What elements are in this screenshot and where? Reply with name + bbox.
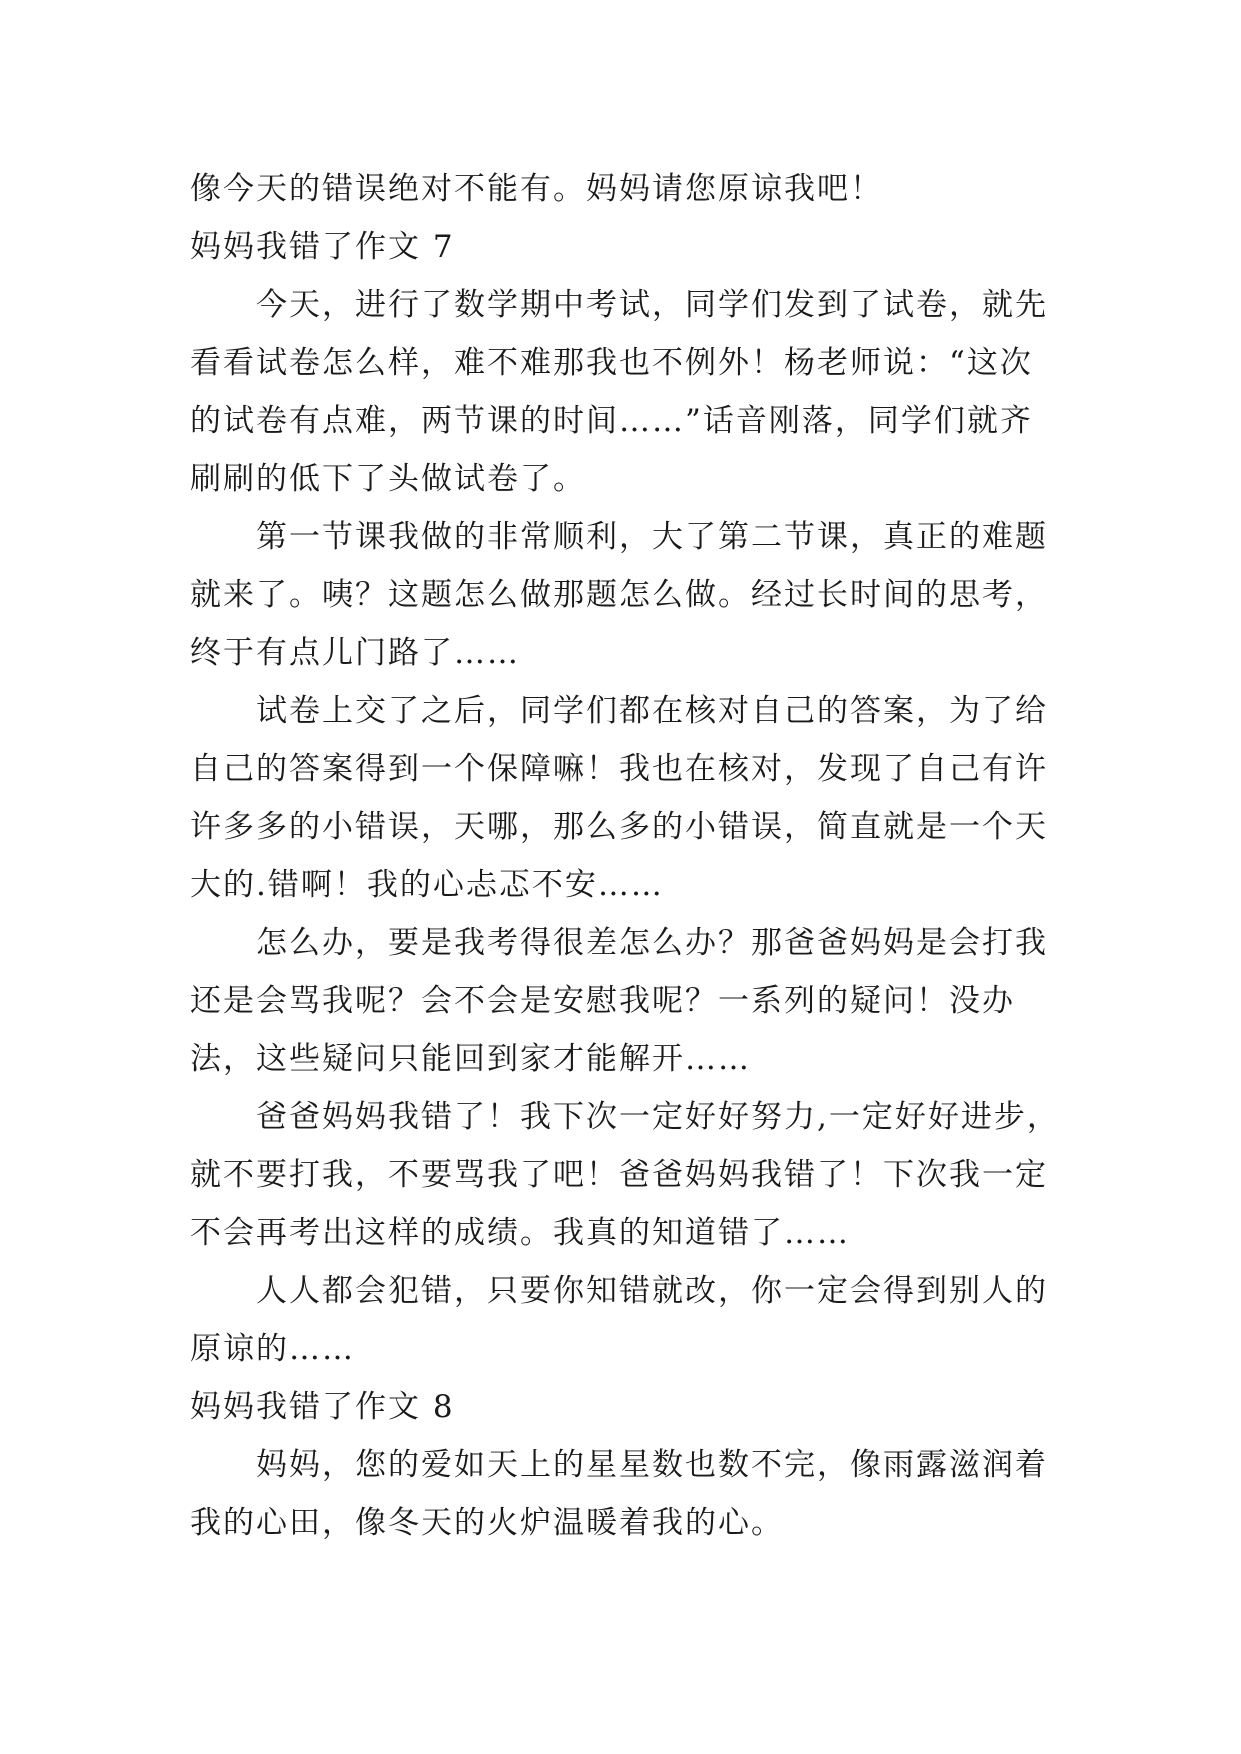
text-line: 大的.错啊！我的心忐忑不安…… [190, 867, 664, 903]
text-line: 法，这些疑问只能回到家才能解开…… [190, 1041, 751, 1077]
text-line: 像今天的错误绝对不能有。妈妈请您原谅我吧！ [190, 171, 883, 207]
section-heading-essay-7: 妈妈我错了作文 7 [190, 229, 455, 265]
text-line: 自己的答案得到一个保障嘛！我也在核对，发现了自己有许 [190, 751, 1048, 787]
text-line: 许多多的小错误，天哪，那么多的小错误，简直就是一个天 [190, 809, 1048, 845]
text-line: 怎么办，要是我考得很差怎么办？那爸爸妈妈是会打我 [256, 925, 1048, 961]
text-line: 就来了。咦？这题怎么做那题怎么做。经过长时间的思考， [190, 577, 1048, 613]
text-line: 第一节课我做的非常顺利，大了第二节课，真正的难题 [256, 519, 1048, 555]
text-line: 爸爸妈妈我错了！我下次一定好好努力,一定好好进步， [256, 1099, 1060, 1135]
section-heading-essay-8: 妈妈我错了作文 8 [190, 1389, 455, 1425]
text-line: 不会再考出这样的成绩。我真的知道错了…… [190, 1215, 850, 1251]
text-line: 刷刷的低下了头做试卷了。 [190, 461, 586, 497]
document-body [190, 160, 1070, 1552]
text-line: 就不要打我，不要骂我了吧！爸爸妈妈我错了！下次我一定 [190, 1157, 1048, 1193]
text-line: 还是会骂我呢？会不会是安慰我呢？一系列的疑问！没办 [190, 983, 1015, 1019]
text-line: 试卷上交了之后，同学们都在核对自己的答案，为了给 [256, 693, 1048, 729]
text-line: 我的心田，像冬天的火炉温暖着我的心。 [190, 1505, 784, 1541]
text-line: 终于有点儿门路了…… [190, 635, 520, 671]
text-line: 看看试卷怎么样，难不难那我也不例外！杨老师说：“这次 [190, 345, 1033, 381]
text-line: 妈妈，您的爱如天上的星星数也数不完，像雨露滋润着 [256, 1447, 1048, 1483]
text-line: 人人都会犯错，只要你知错就改，你一定会得到别人的 [256, 1273, 1048, 1309]
text-line: 今天，进行了数学期中考试，同学们发到了试卷，就先 [256, 287, 1048, 323]
text-line: 原谅的…… [190, 1331, 355, 1367]
text-line: 的试卷有点难，两节课的时间……”话音刚落，同学们就齐 [190, 403, 1033, 439]
